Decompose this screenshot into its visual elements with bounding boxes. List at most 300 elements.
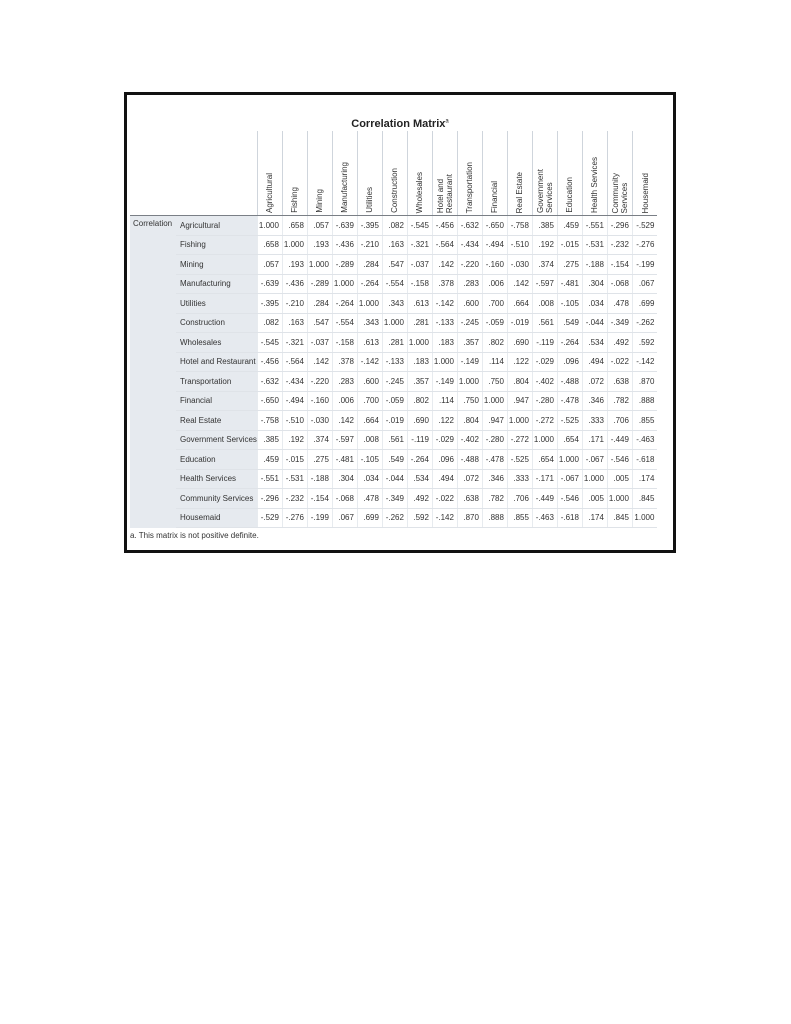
column-header-label: Real Estate: [515, 171, 525, 213]
column-header-label: Mining: [315, 189, 325, 213]
correlation-cell: .547: [307, 313, 332, 333]
correlation-cell: .163: [282, 313, 307, 333]
correlation-cell: -.210: [357, 235, 382, 255]
correlation-cell: -.220: [307, 372, 332, 392]
correlation-cell: -.395: [257, 294, 282, 314]
correlation-cell: -.564: [432, 235, 457, 255]
correlation-cell: .142: [432, 255, 457, 275]
correlation-cell: .283: [457, 274, 482, 294]
correlation-cell: -.402: [532, 372, 557, 392]
correlation-cell: .114: [432, 391, 457, 411]
column-header-label: Government Services: [535, 168, 554, 213]
correlation-cell: .613: [357, 333, 382, 353]
correlation-cell: -.546: [607, 450, 632, 470]
correlation-cell: .122: [432, 411, 457, 431]
column-header-label: Wholesales: [415, 171, 425, 213]
correlation-cell: .888: [482, 508, 507, 528]
table-row: [130, 372, 657, 392]
correlation-cell: -.149: [432, 372, 457, 392]
correlation-cell: -.133: [382, 352, 407, 372]
correlation-cell: 1.000: [457, 372, 482, 392]
correlation-cell: .802: [407, 391, 432, 411]
correlation-cell: -.154: [607, 255, 632, 275]
correlation-cell: -.545: [407, 216, 432, 236]
correlation-cell: -.456: [432, 216, 457, 236]
column-header-label: Health Services: [590, 156, 600, 213]
correlation-cell: -.289: [332, 255, 357, 275]
correlation-cell: .888: [632, 391, 657, 411]
correlation-cell: 1.000: [307, 255, 332, 275]
correlation-cell: -.133: [432, 313, 457, 333]
correlation-cell: -.188: [582, 255, 607, 275]
correlation-cell: -.067: [582, 450, 607, 470]
correlation-cell: -.434: [282, 372, 307, 392]
correlation-cell: .192: [282, 430, 307, 450]
correlation-cell: .478: [357, 489, 382, 509]
correlation-cell: .304: [582, 274, 607, 294]
correlation-cell: .534: [407, 469, 432, 489]
correlation-cell: 1.000: [282, 235, 307, 255]
column-header-row: [130, 131, 657, 216]
correlation-cell: .802: [482, 333, 507, 353]
table-row: [130, 450, 657, 470]
correlation-cell: -.044: [582, 313, 607, 333]
correlation-cell: -.529: [632, 216, 657, 236]
row-label: Fishing: [176, 235, 257, 255]
correlation-cell: -.022: [607, 352, 632, 372]
correlation-cell: -.531: [582, 235, 607, 255]
table-row: [130, 255, 657, 275]
row-label: Education: [176, 450, 257, 470]
correlation-cell: .947: [507, 391, 532, 411]
correlation-cell: -.618: [632, 450, 657, 470]
correlation-cell: -.142: [432, 294, 457, 314]
correlation-cell: .690: [507, 333, 532, 353]
correlation-cell: .193: [307, 235, 332, 255]
correlation-cell: .374: [307, 430, 332, 450]
correlation-cell: -.395: [357, 216, 382, 236]
table-row: [130, 430, 657, 450]
column-header: [607, 131, 632, 216]
correlation-cell: -.019: [507, 313, 532, 333]
correlation-cell: -.280: [532, 391, 557, 411]
column-header: [632, 131, 657, 216]
table-body: [130, 216, 657, 528]
correlation-cell: .494: [432, 469, 457, 489]
correlation-cell: .549: [382, 450, 407, 470]
column-header: [557, 131, 582, 216]
correlation-cell: -.154: [307, 489, 332, 509]
row-label: Transportation: [176, 372, 257, 392]
column-header-label: Housemaid: [640, 172, 650, 213]
correlation-cell: 1.000: [482, 391, 507, 411]
correlation-cell: -.119: [407, 430, 432, 450]
correlation-cell: .275: [557, 255, 582, 275]
correlation-cell: .782: [482, 489, 507, 509]
correlation-cell: -.510: [507, 235, 532, 255]
correlation-cell: 1.000: [382, 313, 407, 333]
correlation-cell: 1.000: [632, 508, 657, 528]
table-row: [130, 391, 657, 411]
correlation-cell: -.321: [407, 235, 432, 255]
correlation-cell: .174: [632, 469, 657, 489]
group-label: Correlation: [130, 216, 176, 528]
correlation-cell: .082: [382, 216, 407, 236]
column-header-label: Construction: [390, 168, 400, 213]
row-label: Construction: [176, 313, 257, 333]
correlation-cell: -.481: [557, 274, 582, 294]
table-row: [130, 508, 657, 528]
correlation-cell: .114: [482, 352, 507, 372]
column-header: [307, 131, 332, 216]
correlation-cell: .096: [557, 352, 582, 372]
correlation-cell: .343: [357, 313, 382, 333]
correlation-cell: -.149: [457, 352, 482, 372]
row-label: Agricultural: [176, 216, 257, 236]
correlation-cell: 1.000: [532, 430, 557, 450]
correlation-cell: -.142: [432, 508, 457, 528]
correlation-cell: -.758: [257, 411, 282, 431]
correlation-cell: -.436: [332, 235, 357, 255]
correlation-cell: -.650: [482, 216, 507, 236]
row-label: Financial: [176, 391, 257, 411]
correlation-cell: -.262: [382, 508, 407, 528]
correlation-cell: .281: [382, 333, 407, 353]
correlation-cell: -.494: [282, 391, 307, 411]
correlation-cell: .034: [357, 469, 382, 489]
correlation-cell: .346: [582, 391, 607, 411]
correlation-cell: -.639: [257, 274, 282, 294]
correlation-cell: -.068: [607, 274, 632, 294]
correlation-cell: -.758: [507, 216, 532, 236]
correlation-cell: .122: [507, 352, 532, 372]
table-row: [130, 235, 657, 255]
correlation-cell: .492: [407, 489, 432, 509]
row-label: Mining: [176, 255, 257, 275]
correlation-cell: .699: [357, 508, 382, 528]
correlation-cell: -.067: [557, 469, 582, 489]
correlation-cell: .658: [282, 216, 307, 236]
correlation-cell: -.276: [632, 235, 657, 255]
column-header: [332, 131, 357, 216]
correlation-cell: -.029: [432, 430, 457, 450]
correlation-cell: 1.000: [607, 489, 632, 509]
correlation-cell: -.232: [607, 235, 632, 255]
column-header-label: Manufacturing: [340, 162, 350, 213]
correlation-cell: .006: [482, 274, 507, 294]
table-row: [130, 489, 657, 509]
correlation-cell: .008: [357, 430, 382, 450]
correlation-cell: -.650: [257, 391, 282, 411]
correlation-cell: .346: [482, 469, 507, 489]
correlation-cell: -.478: [557, 391, 582, 411]
correlation-cell: -.015: [557, 235, 582, 255]
correlation-cell: -.264: [332, 294, 357, 314]
correlation-cell: .534: [582, 333, 607, 353]
row-label: Utilities: [176, 294, 257, 314]
correlation-cell: .374: [532, 255, 557, 275]
correlation-cell: -.321: [282, 333, 307, 353]
correlation-cell: -.037: [407, 255, 432, 275]
column-header: [457, 131, 482, 216]
correlation-cell: .699: [632, 294, 657, 314]
correlation-cell: -.529: [257, 508, 282, 528]
correlation-cell: .057: [307, 216, 332, 236]
correlation-cell: .561: [532, 313, 557, 333]
correlation-cell: -.142: [632, 352, 657, 372]
correlation-cell: .072: [582, 372, 607, 392]
correlation-cell: .357: [407, 372, 432, 392]
correlation-cell: -.158: [407, 274, 432, 294]
column-header-label: Hotel and Restaurant: [435, 173, 454, 213]
correlation-cell: .478: [607, 294, 632, 314]
correlation-cell: .006: [332, 391, 357, 411]
correlation-cell: .654: [532, 450, 557, 470]
correlation-cell: .664: [357, 411, 382, 431]
correlation-cell: .183: [407, 352, 432, 372]
correlation-cell: .459: [557, 216, 582, 236]
correlation-cell: .700: [482, 294, 507, 314]
correlation-cell: -.564: [282, 352, 307, 372]
correlation-cell: .855: [632, 411, 657, 431]
correlation-cell: -.525: [557, 411, 582, 431]
correlation-cell: .492: [607, 333, 632, 353]
correlation-cell: .284: [307, 294, 332, 314]
correlation-cell: .592: [632, 333, 657, 353]
column-header: [357, 131, 382, 216]
correlation-cell: .171: [582, 430, 607, 450]
correlation-cell: .782: [607, 391, 632, 411]
correlation-cell: .638: [457, 489, 482, 509]
correlation-cell: .057: [257, 255, 282, 275]
column-header-label: Education: [565, 177, 575, 213]
correlation-cell: -.068: [332, 489, 357, 509]
correlation-cell: -.220: [457, 255, 482, 275]
correlation-cell: -.029: [532, 352, 557, 372]
footnote: a. This matrix is not positive definite.: [130, 531, 259, 540]
correlation-cell: .855: [507, 508, 532, 528]
correlation-cell: -.545: [257, 333, 282, 353]
correlation-cell: -.349: [382, 489, 407, 509]
correlation-cell: .067: [632, 274, 657, 294]
row-label: Government Services: [176, 430, 257, 450]
correlation-cell: -.488: [457, 450, 482, 470]
table-row: [130, 333, 657, 353]
table-row: [130, 216, 657, 236]
correlation-cell: 1.000: [557, 450, 582, 470]
correlation-cell: -.551: [582, 216, 607, 236]
correlation-matrix-frame: [124, 92, 676, 553]
column-header: [257, 131, 282, 216]
correlation-cell: -.276: [282, 508, 307, 528]
correlation-cell: .193: [282, 255, 307, 275]
correlation-cell: .142: [332, 411, 357, 431]
correlation-cell: -.199: [632, 255, 657, 275]
correlation-cell: -.463: [532, 508, 557, 528]
correlation-cell: -.022: [432, 489, 457, 509]
column-header-label: Community Services: [610, 172, 629, 213]
correlation-cell: -.059: [482, 313, 507, 333]
correlation-cell: .494: [582, 352, 607, 372]
correlation-cell: .385: [532, 216, 557, 236]
correlation-cell: -.210: [282, 294, 307, 314]
correlation-cell: .845: [607, 508, 632, 528]
correlation-cell: .592: [407, 508, 432, 528]
correlation-cell: -.632: [457, 216, 482, 236]
correlation-cell: -.554: [332, 313, 357, 333]
table-row: [130, 411, 657, 431]
correlation-table: [130, 131, 657, 528]
correlation-cell: -.158: [332, 333, 357, 353]
correlation-cell: .378: [332, 352, 357, 372]
correlation-cell: -.264: [557, 333, 582, 353]
correlation-cell: .072: [457, 469, 482, 489]
correlation-cell: 1.000: [507, 411, 532, 431]
correlation-cell: -.142: [357, 352, 382, 372]
correlation-cell: -.463: [632, 430, 657, 450]
table-row: [130, 313, 657, 333]
correlation-cell: .163: [382, 235, 407, 255]
correlation-cell: -.349: [607, 313, 632, 333]
row-label: Manufacturing: [176, 274, 257, 294]
table-row: [130, 469, 657, 489]
table-title: Correlation Matrix$^a$: [351, 118, 449, 130]
correlation-cell: .750: [457, 391, 482, 411]
correlation-cell: .690: [407, 411, 432, 431]
column-header-label: Utilities: [365, 187, 375, 213]
correlation-cell: .600: [357, 372, 382, 392]
correlation-cell: .192: [532, 235, 557, 255]
correlation-cell: 1.000: [582, 469, 607, 489]
correlation-cell: 1.000: [407, 333, 432, 353]
correlation-cell: -.436: [282, 274, 307, 294]
correlation-cell: -.188: [307, 469, 332, 489]
correlation-cell: -.105: [357, 450, 382, 470]
correlation-cell: .183: [432, 333, 457, 353]
correlation-cell: 1.000: [257, 216, 282, 236]
column-header: [507, 131, 532, 216]
correlation-cell: .804: [457, 411, 482, 431]
correlation-cell: -.456: [257, 352, 282, 372]
correlation-cell: -.030: [307, 411, 332, 431]
correlation-cell: .281: [407, 313, 432, 333]
correlation-cell: -.494: [482, 235, 507, 255]
correlation-cell: .870: [632, 372, 657, 392]
table-row: [130, 274, 657, 294]
correlation-cell: -.059: [382, 391, 407, 411]
correlation-cell: -.551: [257, 469, 282, 489]
correlation-cell: .005: [582, 489, 607, 509]
correlation-cell: -.119: [532, 333, 557, 353]
column-header-label: Financial: [490, 180, 500, 213]
correlation-cell: -.272: [532, 411, 557, 431]
table-row: [130, 352, 657, 372]
row-label: Hotel and Restaurant: [176, 352, 257, 372]
correlation-cell: -.546: [557, 489, 582, 509]
row-label: Housemaid: [176, 508, 257, 528]
correlation-cell: .034: [582, 294, 607, 314]
correlation-cell: .096: [432, 450, 457, 470]
correlation-cell: .357: [457, 333, 482, 353]
row-label: Wholesales: [176, 333, 257, 353]
correlation-cell: .275: [307, 450, 332, 470]
correlation-cell: 1.000: [357, 294, 382, 314]
correlation-cell: .005: [607, 469, 632, 489]
correlation-cell: -.639: [332, 216, 357, 236]
correlation-cell: .333: [507, 469, 532, 489]
correlation-cell: .706: [607, 411, 632, 431]
correlation-cell: -.597: [332, 430, 357, 450]
correlation-cell: .658: [257, 235, 282, 255]
correlation-cell: .870: [457, 508, 482, 528]
correlation-cell: .549: [557, 313, 582, 333]
correlation-cell: -.488: [557, 372, 582, 392]
correlation-cell: .613: [407, 294, 432, 314]
correlation-cell: .654: [557, 430, 582, 450]
correlation-cell: .459: [257, 450, 282, 470]
correlation-cell: .561: [382, 430, 407, 450]
correlation-cell: -.296: [257, 489, 282, 509]
correlation-cell: .283: [332, 372, 357, 392]
correlation-cell: .008: [532, 294, 557, 314]
correlation-cell: -.019: [382, 411, 407, 431]
correlation-cell: -.525: [507, 450, 532, 470]
correlation-cell: -.171: [532, 469, 557, 489]
column-header-label: Agricultural: [265, 172, 275, 213]
correlation-cell: -.597: [532, 274, 557, 294]
correlation-cell: .385: [257, 430, 282, 450]
correlation-cell: -.030: [507, 255, 532, 275]
correlation-cell: 1.000: [432, 352, 457, 372]
column-header: [382, 131, 407, 216]
column-header: [532, 131, 557, 216]
correlation-cell: -.434: [457, 235, 482, 255]
correlation-cell: -.510: [282, 411, 307, 431]
correlation-cell: 1.000: [332, 274, 357, 294]
correlation-cell: -.199: [307, 508, 332, 528]
correlation-cell: -.262: [632, 313, 657, 333]
correlation-cell: .706: [507, 489, 532, 509]
column-header: [432, 131, 457, 216]
correlation-cell: .067: [332, 508, 357, 528]
row-label: Health Services: [176, 469, 257, 489]
correlation-cell: -.272: [507, 430, 532, 450]
correlation-cell: .947: [482, 411, 507, 431]
column-header: [407, 131, 432, 216]
correlation-cell: -.015: [282, 450, 307, 470]
correlation-cell: -.160: [482, 255, 507, 275]
correlation-cell: -.449: [532, 489, 557, 509]
correlation-cell: .638: [607, 372, 632, 392]
correlation-cell: -.232: [282, 489, 307, 509]
correlation-cell: .082: [257, 313, 282, 333]
correlation-cell: -.264: [357, 274, 382, 294]
correlation-cell: -.280: [482, 430, 507, 450]
correlation-cell: -.618: [557, 508, 582, 528]
correlation-cell: .142: [307, 352, 332, 372]
correlation-cell: .142: [507, 274, 532, 294]
correlation-cell: -.289: [307, 274, 332, 294]
correlation-cell: .664: [507, 294, 532, 314]
correlation-cell: .378: [432, 274, 457, 294]
correlation-cell: -.245: [457, 313, 482, 333]
correlation-cell: -.554: [382, 274, 407, 294]
correlation-cell: -.160: [307, 391, 332, 411]
correlation-cell: .845: [632, 489, 657, 509]
correlation-cell: -.245: [382, 372, 407, 392]
correlation-cell: -.296: [607, 216, 632, 236]
correlation-cell: -.264: [407, 450, 432, 470]
